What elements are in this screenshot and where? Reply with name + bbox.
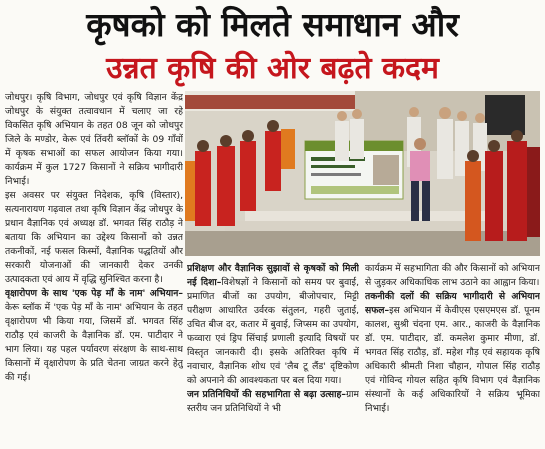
paragraph <box>5 287 183 385</box>
paragraph: कार्यक्रम में सहभागिता की और किसानों को अभियान से जुड़कर अधिकाधिक लाभ उठाने का आह्वान किया। <box>365 263 540 288</box>
article-column-3 <box>365 262 540 448</box>
paragraph <box>365 290 540 416</box>
paragraph: जोधपुर। कृषि विभाग, जोधपुर एवं कृषि विज्ञान केंद्र जोधपुर के संयुक्त तत्वावधान में चलाए जा रहे विकसित कृषि अभियान के तहत 08 जून को जोधपुर जिले के मण्डोर, केरू एवं तिंवरी ब्लॉकों के 09 गाँवों में कृषक सभाओं का सफल आयोजन किया गया। कार्यक्रम में कुल 1727 किसानों ने सक्रिय भागीदारी निभाई। <box>5 92 183 187</box>
subheading: तकनीकी दलों की सक्रिय भागीदारी से अभियान सफल– <box>365 291 540 316</box>
subheading: जन प्रतिनिधियों की सहभागिता से बढ़ा उत्साह– <box>187 389 346 400</box>
paragraph <box>187 388 359 416</box>
headline-line-1: कृषको को मिलते समाधान और <box>86 5 459 44</box>
article-column-1 <box>5 91 183 447</box>
subheading: प्रशिक्षण और वैज्ञानिक सुझावों से कृषकों को मिली नई दिशा– <box>187 263 359 288</box>
paragraph <box>187 262 359 388</box>
paragraph: इस अवसर पर संयुक्त निदेशक, कृषि (विस्तार), सत्यनारायण गढ़वाल तथा कृषि विज्ञान केंद्र जोधपुर के प्रधान वैज्ञानिक एवं अध्यक्ष डॉ. भगवत सिंह राठौड़ ने बताया कि अभियान का उद्देश्य किसानों को उन्नत तकनीकों, नई फसल किस्मों, वैज्ञानिक पद्धतियों और सरकारी योजनाओं की जानकारी देकर उनकी उत्पादकता एवं आय में वृद्धि सुनिश्चित करना है। <box>5 190 183 285</box>
article-column-2 <box>187 262 359 448</box>
event-photo <box>185 91 540 256</box>
subheading: वृक्षारोपण के साथ 'एक पेड़ माँ के नाम' अभियान– <box>5 288 183 299</box>
paragraph-text: केरू ब्लॉक में 'एक पेड़ माँ के नाम' अभियान के तहत वृक्षारोपण भी किया गया, जिसमें डॉ. भगवत सिंह राठौड़ एवं काजरी के वैज्ञानिक डॉ. एम. पाटीदार ने भाग लिया। यह पहल पर्यावरण संरक्षण के साथ-साथ किसानों में वृक्षारोपण के प्रति चेतना जाग्रत करने हेतु की गई। <box>5 302 183 383</box>
paragraph-text: ग्राम स्तरीय जन प्रतिनिधियों ने भी <box>187 389 359 414</box>
headline-line-2: उन्नत कृषि की ओर बढ़ते कदम <box>106 51 439 86</box>
paragraph-text: विशेषज्ञों ने किसानों को समय पर बुवाई, प्रमाणित बीजों का उपयोग, बीजोपचार, मिट्टी परीक्षण आधारित उर्वरक संतुलन, गहरी जुताई, उचित बीज दर, कतार में बुवाई, जिप्सम का उपयोग, फव्वारा एवं ड्रिप सिंचाई प्रणाली इत्यादि विषयों पर विस्तृत जानकारी दी। इसके अतिरिक्त कृषि में नवाचार, वैज्ञानिक शोध एवं 'लैब टू लैंड' दृष्टिकोण को अपनाने की आवश्यकता पर बल दिया गया। <box>187 277 359 386</box>
paragraph-text: इस अभियान में केवीएस एसएमएस डॉ. पूनम कालश, सुश्री चंदना एम. आर., काजरी के वैज्ञानिक डॉ. एम. पाटीदार, डॉ. कमलेश कुमार मीणा, डॉ. भगवत सिंह राठौड़, डॉ. महेश गौड़ एवं सहायक कृषि अधिकारी श्रीमती निशा चौहान, गोपाल सिंह राठौड़ एवं गोविन्द गोयल सहित कृषि विभाग एवं वैज्ञानिक संस्थानों के कई अधिकारियों ने सक्रिय भूमिका निभाई। <box>365 305 540 414</box>
